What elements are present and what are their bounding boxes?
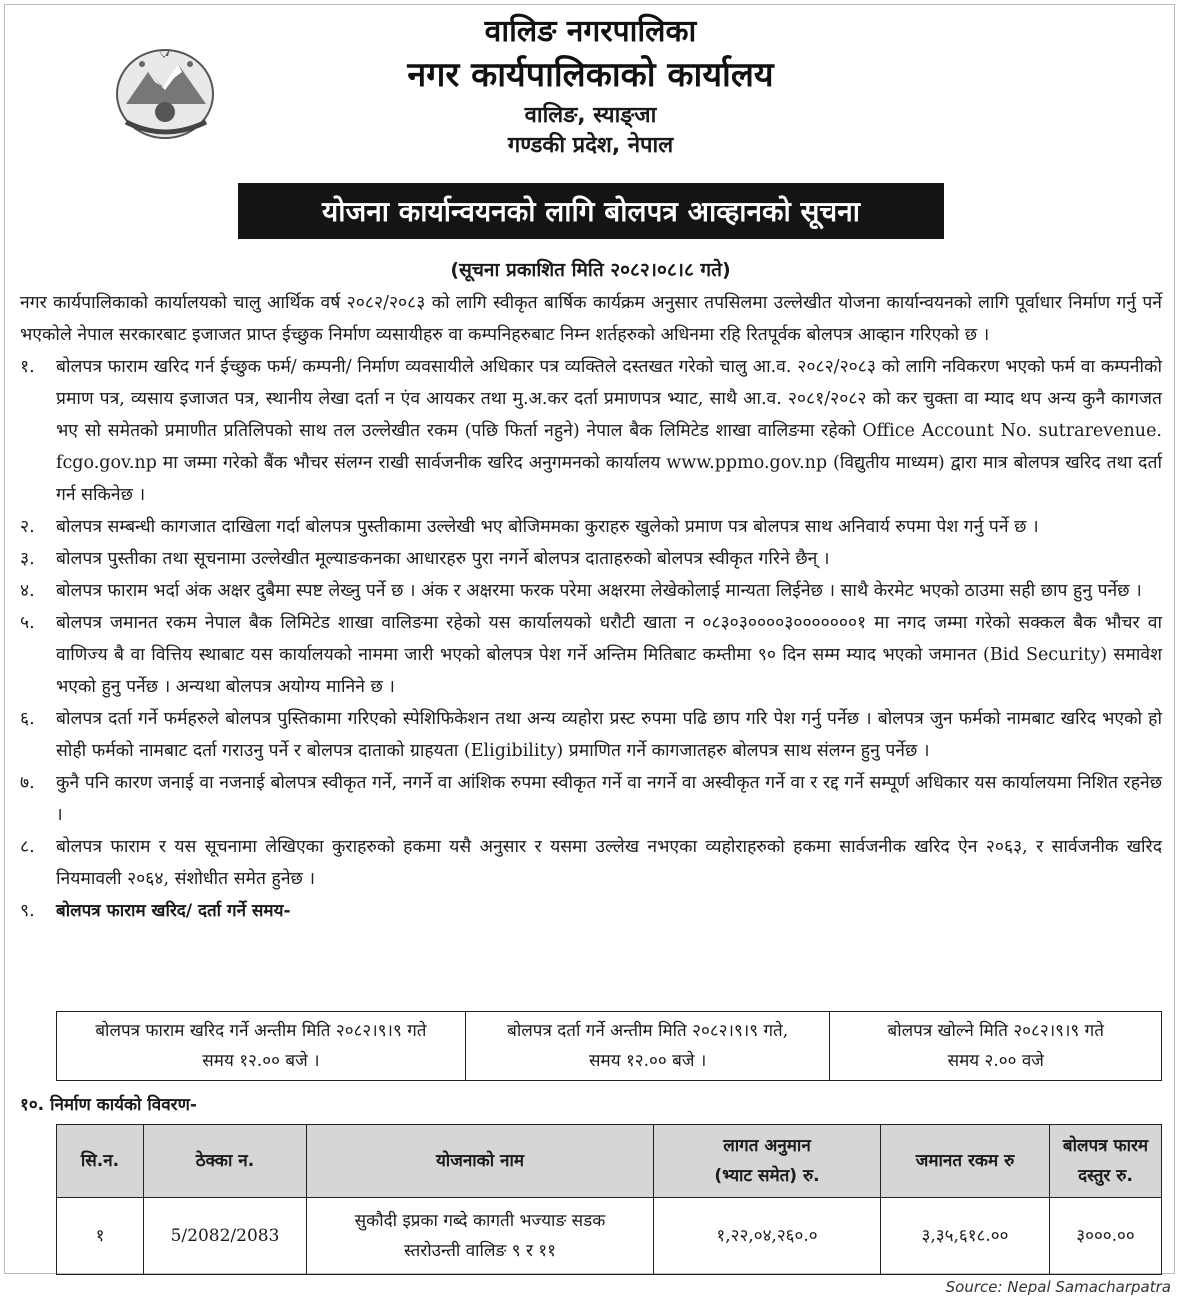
- condition-number: १.: [20, 357, 35, 377]
- col-cost-line1: लागत अनुमान: [723, 1136, 811, 1156]
- schedule-cell-line1: बोलपत्र खोल्ने मिति २०८२।९।९ गते: [887, 1021, 1104, 1041]
- cell-sn: १: [57, 1198, 144, 1275]
- publish-date: (सूचना प्रकाशित मिति २०८२।०८।८ गते): [450, 259, 731, 281]
- works-heading-row: [20, 1092, 197, 1115]
- table-row: [57, 1198, 1162, 1275]
- cell-name-line2: स्तरोउन्ती वालिङ ९ र ११: [403, 1241, 556, 1261]
- schedule-cell: [465, 1012, 830, 1081]
- schedule-heading: बोलपत्र फाराम खरिद/ दर्ता गर्ने समय-: [56, 901, 291, 921]
- condition-number: ७.: [20, 773, 35, 793]
- condition-item: [20, 831, 1162, 895]
- condition-item: [20, 703, 1162, 767]
- condition-text: बोलपत्र फाराम भर्दा अंक अक्षर दुबैमा स्पष्ट लेख्नु पर्ने छ । अंक र अक्षरमा फरक परेमा अक्षरमा लेखेकोलाई मान्यता लिईनेछ । साथै केरमेट भएको ठाउमा सही छाप हुनु पर्नेछ ।: [56, 581, 1142, 601]
- condition-item: [20, 575, 1162, 607]
- works-heading: निर्माण कार्यको विवरण-: [50, 1095, 197, 1115]
- works-header-row: [57, 1125, 1162, 1198]
- condition-item: [20, 351, 1162, 511]
- condition-number: ८.: [20, 837, 35, 857]
- col-sn: सि.न.: [57, 1125, 144, 1198]
- col-contract: ठेक्का न.: [144, 1125, 307, 1198]
- col-name: योजनाको नाम: [307, 1125, 654, 1198]
- condition-number: ४.: [20, 581, 35, 601]
- cell-name-line1: सुकौदी इप्रका गब्दे कागती भज्याङ सडक: [354, 1211, 606, 1231]
- condition-item: [20, 607, 1162, 703]
- col-cost-line2: (भ्याट समेत) रु.: [714, 1166, 820, 1186]
- schedule-number: ९.: [20, 901, 35, 921]
- schedule-cell-line2: समय १२.०० बजे ।: [589, 1051, 707, 1071]
- col-fee-line2: दस्तुर रु.: [1078, 1166, 1133, 1186]
- notice-body: [20, 287, 1162, 927]
- address-line-2: गण्डकी प्रदेश, नेपाल: [507, 133, 674, 158]
- condition-number: २.: [20, 517, 35, 537]
- works-number: १०.: [20, 1095, 45, 1115]
- municipality-name: वालिङ नगरपालिका: [484, 14, 697, 49]
- condition-item: [20, 767, 1162, 831]
- schedule-cell-line1: बोलपत्र फाराम खरिद गर्ने अन्तीम मिति २०८२।९।९ गते: [95, 1021, 427, 1041]
- cell-name: [307, 1198, 654, 1275]
- address-line-1: वालिङ, स्याङ्जा: [524, 103, 657, 128]
- col-security: जमानत रकम रु: [881, 1125, 1050, 1198]
- schedule-cell-line2: समय १२.०० बजे ।: [202, 1051, 320, 1071]
- condition-item: [20, 543, 1162, 575]
- condition-text: बोलपत्र दर्ता गर्ने फर्महरुले बोलपत्र पुस्तिकामा गरिएको स्पेशिफिकेशन तथा अन्य व्यहोरा प्रस्ट रुपमा पढि छाप गरि पेश गर्नु पर्नेछ । बोलपत्र जुन फर्मको नामबाट खरिद भएको हो सोही फर्मको नामबाट दर्ता गराउनु पर्ने र बोलपत्र दाताको ग्राहयता (Eligibility) प्रमाणित गर्ने कागजातहरु बोलपत्र साथ संलग्न हुनु पर्नेछ ।: [56, 709, 1162, 761]
- col-cost: [654, 1125, 881, 1198]
- col-fee-line1: बोलपत्र फारम: [1062, 1136, 1149, 1156]
- office-header: [0, 12, 1181, 162]
- schedule-cell-line2: समय २.०० वजे: [947, 1051, 1044, 1071]
- condition-number: ६.: [20, 709, 35, 729]
- schedule-table: [56, 1011, 1162, 1081]
- schedule-heading-row: [20, 895, 1162, 927]
- source-credit: Source: Nepal Samacharpatra: [945, 1278, 1171, 1296]
- works-table: [56, 1124, 1162, 1275]
- schedule-cell: [830, 1012, 1162, 1081]
- cell-fee: ३०००.००: [1050, 1198, 1162, 1275]
- condition-item: [20, 511, 1162, 543]
- condition-number: ५.: [20, 613, 35, 633]
- condition-text: बोलपत्र जमानत रकम नेपाल बैक लिमिटेड शाखा वालिङमा रहेको यस कार्यालयको धरौटी खाता न ०८३०३००००३०००००००१ मा नगद जम्मा गरेको सक्कल बैक भौचर वा वाणिज्य बै वा वित्तिय स्थाबाट यस कार्यालयको नाममा जारी भएको बोलपत्र पेश गर्ने अन्तिम मितिबाट कम्तीमा ९० दिन सम्म म्याद भएको जमानत (Bid Security) समावेश भएको हुनु पर्नेछ । अन्यथा बोलपत्र अयोग्य मानिने छ ।: [56, 613, 1162, 697]
- cell-contract: 5/2082/2083: [144, 1198, 307, 1275]
- cell-cost: १,२२,०४,२६०.०: [654, 1198, 881, 1275]
- schedule-cell: [57, 1012, 466, 1081]
- cell-security: ३,३५,६१८.००: [881, 1198, 1050, 1275]
- col-fee: [1050, 1125, 1162, 1198]
- condition-text: बोलपत्र पुस्तीका तथा सूचनामा उल्लेखीत मूल्याङकनका आधारहरु पुरा नगर्ने बोलपत्र दाताहरुको बोलपत्र स्वीकृत गरिने छैन् ।: [56, 549, 830, 569]
- condition-number: ३.: [20, 549, 35, 569]
- condition-text: बोलपत्र सम्बन्धी कागजात दाखिला गर्दा बोलपत्र पुस्तीकामा उल्लेखी भए बोजिममका कुराहरु खुलेको प्रमाण पत्र बोलपत्र साथ अनिवार्य रुपमा पेश गर्नु पर्ने छ ।: [56, 517, 1039, 537]
- notice-title: योजना कार्यान्वयनको लागि बोलपत्र आव्हानको सूचना: [238, 183, 944, 239]
- condition-text: बोलपत्र फाराम खरिद गर्न ईच्छुक फर्म/ कम्पनी/ निर्माण व्यवसायीले अधिकार पत्र व्यक्तिले दस्तखत गरेको चालु आ.व. २०८२/२०८३ को लागि नविकरण भएको फर्म वा कम्पनीको प्रमाण पत्र, व्यसाय इजाजत पत्र, स्थानीय लेखा दर्ता न एंव आयकर तथा मु.अ.कर दर्ता प्रमाणपत्र भ्याट, साथै आ.व. २०८१/२०८२ को कर चुक्ता वा म्याद थप अन्य कुनै कागजत भए सो समेतको प्रमाणीत प्रतिलिपको साथ तल उल्लेखीत रकम (पछि फिर्ता नहुने) नेपाल बैक लिमिटेड शाखा वालिङमा रहेको Office Account No. sutrarevenue. fcgo.gov.np मा जम्मा गरेको बैंक भौचर संलग्न राखी सार्वजनीक खरिद अनुगमनको कार्यालय www.ppmo.gov.np (विद्युतीय माध्यम) द्वारा मात्र बोलपत्र खरिद तथा दर्ता गर्न सकिनेछ ।: [56, 357, 1162, 505]
- office-name: नगर कार्यपालिकाको कार्यालय: [407, 55, 774, 95]
- condition-text: बोलपत्र फाराम र यस सूचनामा लेखिएका कुराहरुको हकमा यसै अनुसार र यसमा उल्लेख नभएका व्यहोराहरुको हकमा सार्वजनीक खरिद ऐन २०६३, र सार्वजनीक खरिद नियमावली २०६४, संशोधीत समेत हुनेछ ।: [56, 837, 1162, 889]
- condition-text: कुनै पनि कारण जनाई वा नजनाई बोलपत्र स्वीकृत गर्ने, नगर्ने वा आंशिक रुपमा स्वीकृत गर्ने वा नगर्ने वा अस्वीकृत गर्ने वा र रद्द गर्ने सम्पूर्ण अधिकार यस कार्यालयमा निशित रहनेछ ।: [56, 773, 1162, 825]
- intro-paragraph: नगर कार्यपालिकाको कार्यालयको चालु आर्थिक वर्ष २०८२/२०८३ को लागि स्वीकृत बार्षिक कार्यक्रम अनुसार तपसिलमा उल्लेखीत योजना कार्यान्वयनको लागि पूर्वाधार निर्माण गर्नु पर्ने भएकोले नेपाल सरकारबाट इजाजत प्राप्त ईच्छुक निर्माण व्यसायीहरु वा कम्पनिहरुबाट निम्न शर्तहरुको अधिनमा रहि रितपूर्वक बोलपत्र आव्हान गरिएको छ ।: [20, 293, 1162, 345]
- schedule-cell-line1: बोलपत्र दर्ता गर्ने अन्तीम मिति २०८२।९।९ गते,: [507, 1021, 789, 1041]
